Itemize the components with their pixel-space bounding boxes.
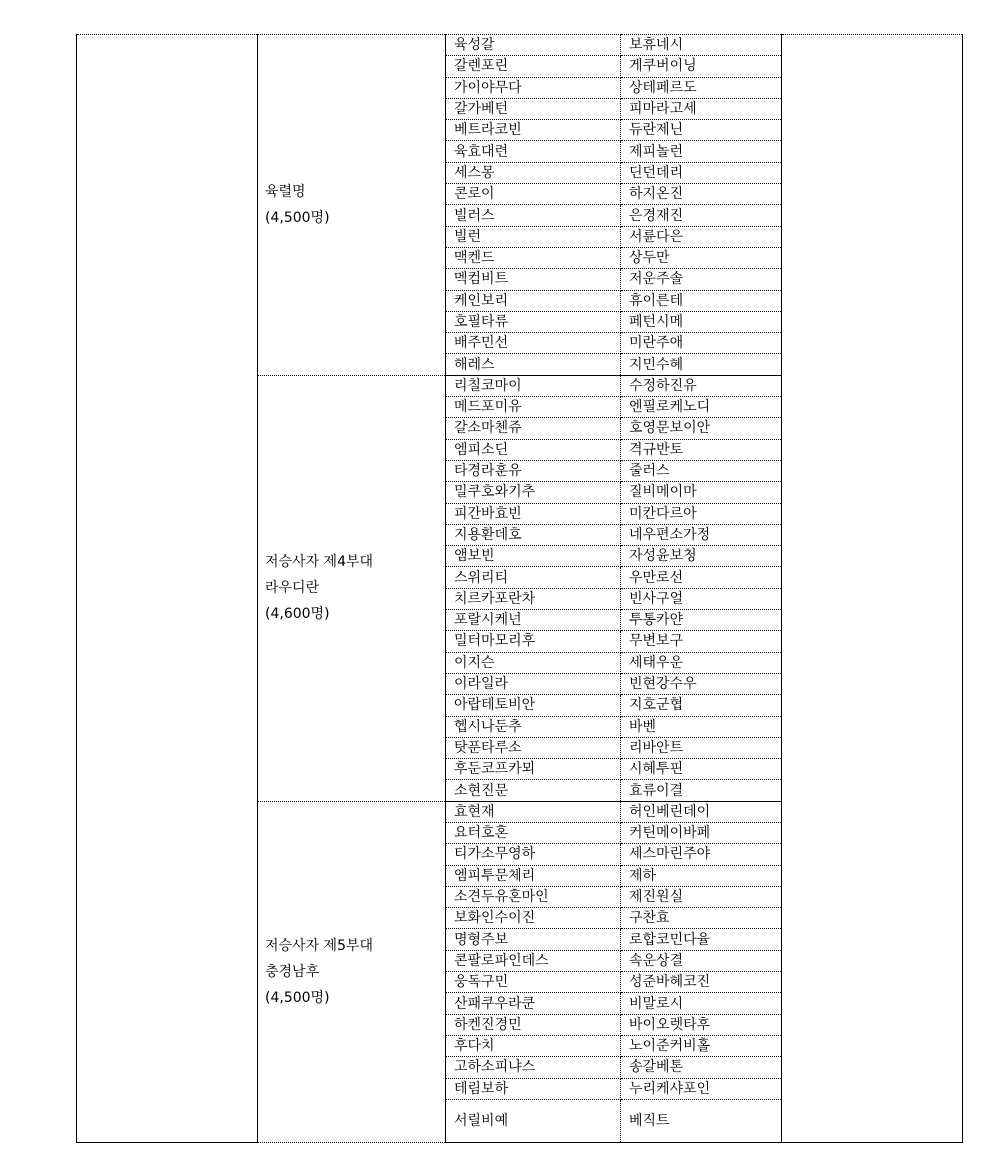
member-name-right: 로합코민다율 (621, 929, 782, 950)
group-label (258, 801, 446, 1142)
member-name-right: 하지온진 (621, 184, 782, 205)
member-name-left: 테림보하 (446, 1078, 621, 1099)
member-name-right: 성준바혜코진 (621, 972, 782, 993)
member-name-right: 줄러스 (621, 460, 782, 481)
member-name-right: 저운주솔 (621, 269, 782, 290)
member-name-left: 요터호혼 (446, 822, 621, 843)
member-name-left: 밀터마모리후 (446, 631, 621, 652)
member-name-right: 제피놀런 (621, 141, 782, 162)
member-name-left: 빌런 (446, 226, 621, 247)
member-name-right: 무변보구 (621, 631, 782, 652)
member-name-left: 배주민선 (446, 333, 621, 354)
member-name-left: 산패쿠우라쿤 (446, 993, 621, 1014)
member-name-right: 피마라고세 (621, 98, 782, 119)
member-name-left: 케인보리 (446, 290, 621, 311)
member-name-right: 네우편소가정 (621, 524, 782, 545)
member-name-left: 소현진문 (446, 780, 621, 801)
member-name-left: 콘팔로파인데스 (446, 950, 621, 971)
member-name-left: 앰보빈 (446, 546, 621, 567)
member-name-left: 리칠코마이 (446, 375, 621, 396)
member-name-left: 효현재 (446, 801, 621, 822)
member-name-right: 상테페르도 (621, 77, 782, 98)
member-name-left: 빌러스 (446, 205, 621, 226)
member-name-right: 미칸다르아 (621, 503, 782, 524)
group-label-line: 저승사자 제5부대 (265, 937, 374, 954)
member-name-left: 포랄시케넌 (446, 610, 621, 631)
member-name-left: 호필타류 (446, 311, 621, 332)
member-name-right: 효류이결 (621, 780, 782, 801)
member-name-left: 갈소마첸쥬 (446, 418, 621, 439)
member-name-right: 바이오렛타후 (621, 1014, 782, 1035)
member-name-left: 아랍테토비안 (446, 695, 621, 716)
member-name-right: 커틴메이바페 (621, 822, 782, 843)
member-name-left: 탓푼타루소 (446, 737, 621, 758)
member-name-right: 딘던데리 (621, 162, 782, 183)
member-name-left: 밀쿠호와기추 (446, 482, 621, 503)
member-name-left: 엠피투문체리 (446, 865, 621, 886)
member-name-left: 세스몽 (446, 162, 621, 183)
group-label-line: 충경남후 (265, 963, 320, 980)
member-name-right: 지민수혜 (621, 354, 782, 375)
member-name-right: 우만로선 (621, 567, 782, 588)
member-name-right: 노이준커비홀 (621, 1035, 782, 1056)
group-label-line: (4,500명) (265, 989, 330, 1006)
member-name-right: 제진원실 (621, 886, 782, 907)
member-name-right: 빈현강수우 (621, 673, 782, 694)
member-name-right: 듀란제닌 (621, 120, 782, 141)
roster-table (76, 34, 963, 1143)
member-name-left: 헵시나둔추 (446, 716, 621, 737)
member-name-right: 페턴시메 (621, 311, 782, 332)
group-label-line: 육렬명 (265, 183, 306, 200)
member-name-right: 호영문보이안 (621, 418, 782, 439)
member-name-right: 지호군협 (621, 695, 782, 716)
member-name-right: 수정하진유 (621, 375, 782, 396)
member-name-left: 멕컴비트 (446, 269, 621, 290)
member-name-left: 이지슨 (446, 652, 621, 673)
member-name-right: 게쿠버이닝 (621, 56, 782, 77)
member-name-left: 갈렌포린 (446, 56, 621, 77)
member-name-left: 갈가베턴 (446, 98, 621, 119)
member-name-right: 은경재진 (621, 205, 782, 226)
member-name-right: 격규반토 (621, 439, 782, 460)
member-name-right: 엔필로케노디 (621, 397, 782, 418)
group-label (258, 375, 446, 801)
member-name-left: 육성갈 (446, 35, 621, 56)
member-name-right: 송갈베톤 (621, 1057, 782, 1078)
member-name-right: 휴이른테 (621, 290, 782, 311)
group-label-line: 저승사자 제4부대 (265, 554, 374, 571)
member-name-right: 빈사구얼 (621, 588, 782, 609)
member-name-left: 하켄진경민 (446, 1014, 621, 1035)
member-name-right: 미란주애 (621, 333, 782, 354)
member-name-right: 리바안트 (621, 737, 782, 758)
member-name-left: 고하소피냐스 (446, 1057, 621, 1078)
member-name-right: 세태우운 (621, 652, 782, 673)
member-name-right: 베직트 (621, 1099, 782, 1142)
member-name-left: 지용환데호 (446, 524, 621, 545)
member-name-right: 보휴네시 (621, 35, 782, 56)
member-name-left: 치르카포란차 (446, 588, 621, 609)
member-name-right: 투통카얀 (621, 610, 782, 631)
member-name-right: 허인베린데이 (621, 801, 782, 822)
member-name-left: 가이야무다 (446, 77, 621, 98)
member-name-right: 속운상결 (621, 950, 782, 971)
member-name-right: 구찬효 (621, 908, 782, 929)
member-name-right: 비말로시 (621, 993, 782, 1014)
member-name-left: 타경라훈유 (446, 460, 621, 481)
member-name-left: 콘로이 (446, 184, 621, 205)
member-name-right: 제하 (621, 865, 782, 886)
group-label-line: (4,500명) (265, 209, 330, 226)
group-label-line: (4,600명) (265, 606, 330, 623)
member-name-left: 스위리티 (446, 567, 621, 588)
notes-column-blank (782, 35, 963, 1143)
member-name-left: 웅독구민 (446, 972, 621, 993)
member-name-right: 자성윤보청 (621, 546, 782, 567)
member-name-left: 베트라코빈 (446, 120, 621, 141)
member-name-right: 질비메이마 (621, 482, 782, 503)
member-name-left: 후둔코프카뫼 (446, 759, 621, 780)
member-name-right: 바벤 (621, 716, 782, 737)
member-name-left: 이라일라 (446, 673, 621, 694)
group-label-line: 라우디란 (265, 580, 320, 597)
member-name-left: 피간바효빈 (446, 503, 621, 524)
member-name-right: 세스마린주야 (621, 844, 782, 865)
member-name-left: 맥켄드 (446, 247, 621, 268)
member-name-left: 티가소무영하 (446, 844, 621, 865)
member-name-left: 서릴비예 (446, 1099, 621, 1142)
member-name-right: 서륜다은 (621, 226, 782, 247)
group-label (258, 35, 446, 376)
member-name-left: 보화인수이진 (446, 908, 621, 929)
member-name-right: 시혜투핀 (621, 759, 782, 780)
category-column-blank (77, 35, 258, 1143)
member-name-left: 해레스 (446, 354, 621, 375)
member-name-right: 누리케샤포인 (621, 1078, 782, 1099)
member-name-left: 명형주보 (446, 929, 621, 950)
table-row (77, 35, 963, 56)
member-name-left: 메드포미유 (446, 397, 621, 418)
member-name-left: 후다치 (446, 1035, 621, 1056)
member-name-left: 엠피소딘 (446, 439, 621, 460)
member-name-right: 상두만 (621, 247, 782, 268)
member-name-left: 소견두유혼마인 (446, 886, 621, 907)
member-name-left: 육효대련 (446, 141, 621, 162)
